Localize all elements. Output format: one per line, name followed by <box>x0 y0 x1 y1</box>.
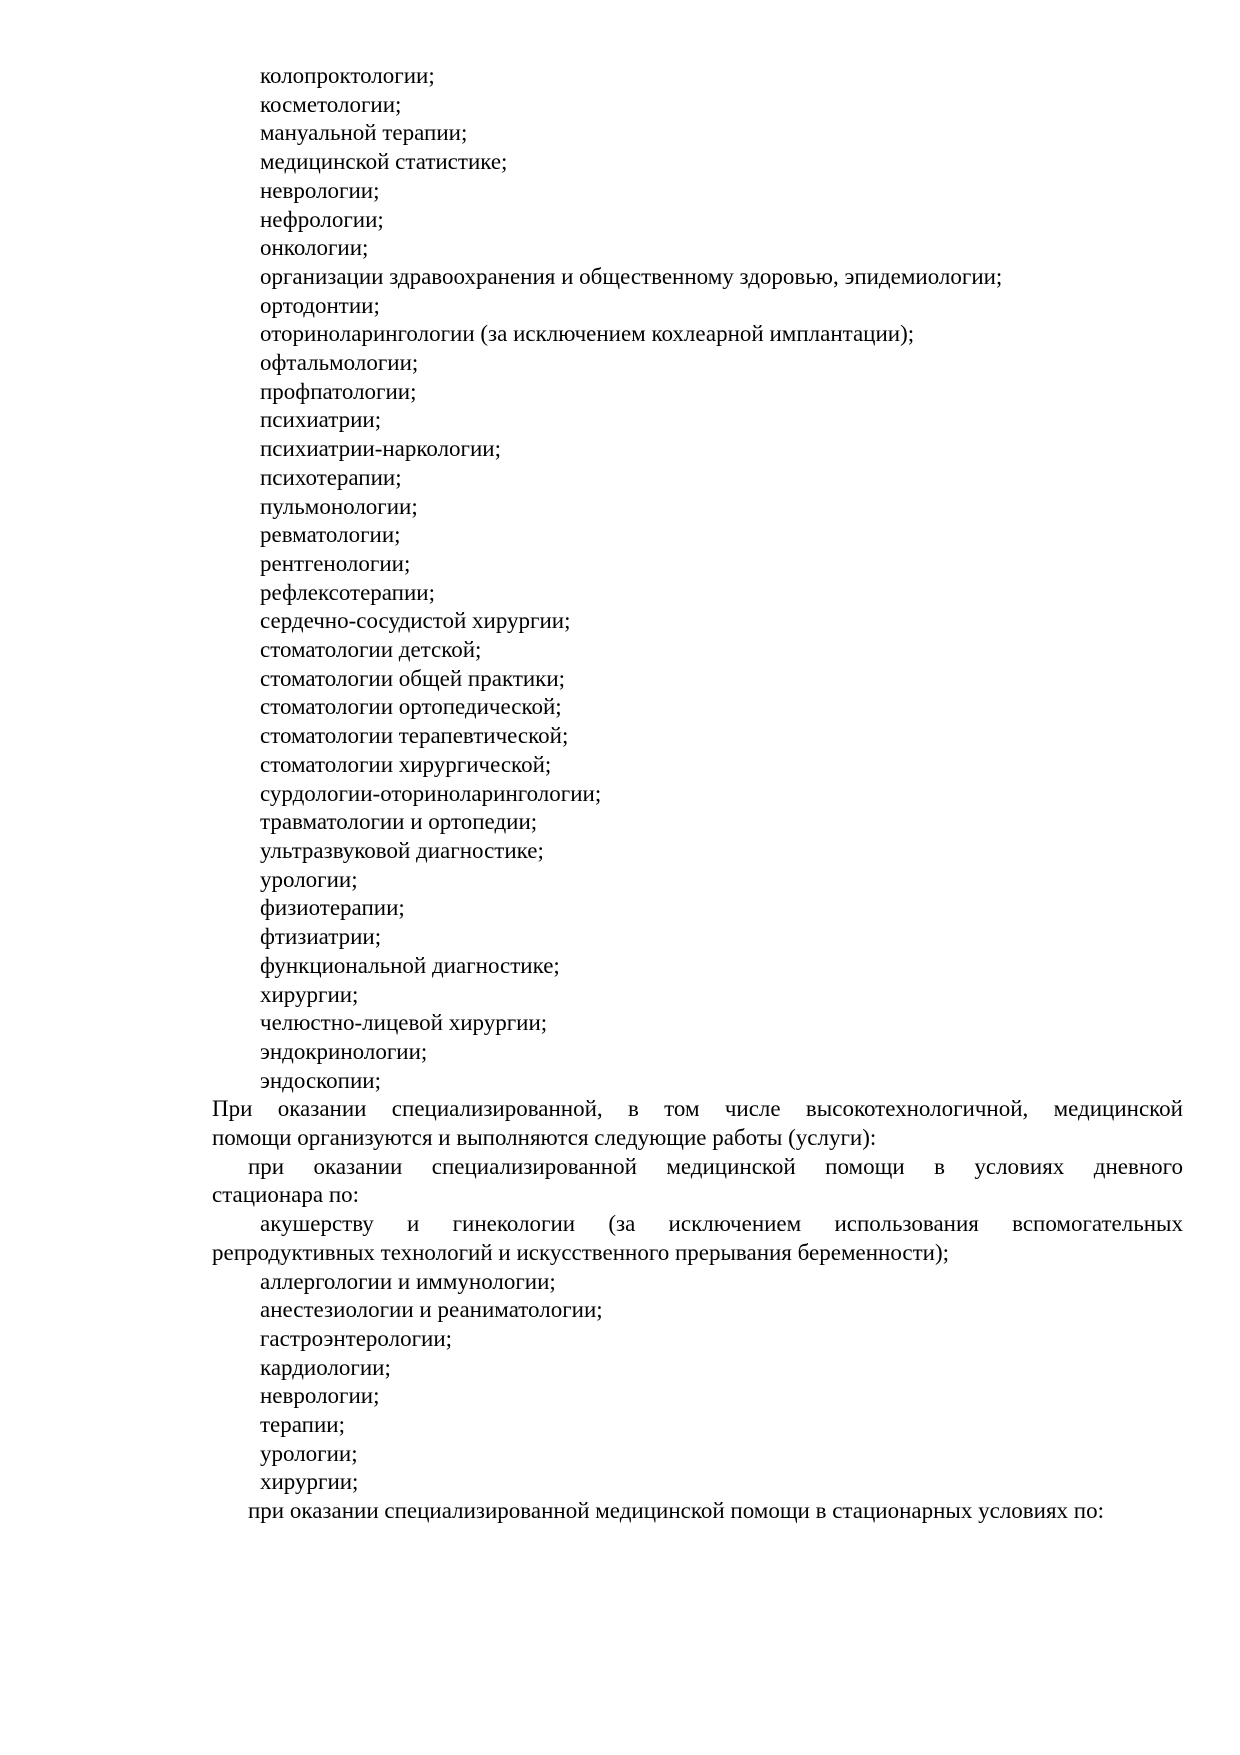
specialty-list-item: стоматологии хирургической; <box>260 751 552 777</box>
specialty-list-item: онкологии; <box>260 235 369 261</box>
specialty-list-item: нефрологии; <box>260 206 384 232</box>
specialty-list-item: урологии; <box>260 1440 358 1466</box>
specialty-list-item: колопроктологии; <box>260 63 435 88</box>
specialty-list-item: кардиологии; <box>260 1354 391 1380</box>
specialty-list-item: ревматологии; <box>260 522 401 548</box>
specialty-list-item: эндокринологии; <box>260 1038 428 1064</box>
specialty-list-item: неврологии; <box>260 1383 380 1409</box>
paragraph-line: репродуктивных технологий и искусственного прерывания беременности); <box>212 1239 950 1265</box>
specialty-list-item: ортодонтии; <box>260 292 380 318</box>
specialty-list-item: урологии; <box>260 866 358 892</box>
document-body <box>212 62 1183 1526</box>
specialty-list-item: аллергологии и иммунологии; <box>260 1268 556 1294</box>
paragraph-line: при оказании специализированной медицинской помощи в стационарных условиях по: <box>248 1498 1104 1524</box>
specialty-list-item: стоматологии детской; <box>260 637 482 663</box>
specialty-list-item: ультразвуковой диагностике; <box>260 837 544 863</box>
specialty-list-item: функциональной диагностике; <box>260 952 560 978</box>
specialty-list-item: травматологии и ортопедии; <box>260 809 538 835</box>
specialty-list-item: оториноларингологии (за исключением кохлеарной имплантации); <box>260 321 915 347</box>
specialty-list-item: стоматологии общей практики; <box>260 665 566 691</box>
paragraph-line: акушерству и гинекологии (за исключением использования вспомогательных <box>260 1211 1183 1237</box>
specialty-list-item: неврологии; <box>260 177 380 203</box>
paragraph-line: При оказании специализированной, в том числе высокотехнологичной, медицинской <box>212 1096 1183 1122</box>
specialty-list-item: психотерапии; <box>260 464 402 490</box>
specialty-list-item: фтизиатрии; <box>260 924 382 950</box>
specialty-list-item: офтальмологии; <box>260 350 419 376</box>
specialty-list-item: физиотерапии; <box>260 895 405 921</box>
specialty-list-item: пульмонологии; <box>260 493 418 519</box>
specialty-list-item: хирургии; <box>260 981 359 1007</box>
specialty-list-item: организации здравоохранения и общественному здоровью, эпидемиологии; <box>260 263 1003 289</box>
paragraph-line: стационара по: <box>212 1182 360 1208</box>
specialty-list-item: стоматологии ортопедической; <box>260 694 562 720</box>
paragraph-line: помощи организуются и выполняются следующие работы (услуги): <box>212 1125 877 1151</box>
specialty-list-item: мануальной терапии; <box>260 120 468 146</box>
paragraph-line: при оказании специализированной медицинской помощи в условиях дневного <box>248 1153 1183 1179</box>
specialty-list-item: косметологии; <box>260 91 402 117</box>
specialty-list-item: стоматологии терапевтической; <box>260 723 569 749</box>
specialty-list-item: рентгенологии; <box>260 550 411 576</box>
specialty-list-item: сердечно-сосудистой хирургии; <box>260 608 571 634</box>
specialty-list-item: эндоскопии; <box>260 1067 381 1093</box>
specialty-list-item: психиатрии; <box>260 407 382 433</box>
specialty-list-item: анестезиологии и реаниматологии; <box>260 1297 603 1323</box>
specialty-list-item: челюстно-лицевой хирургии; <box>260 1010 548 1036</box>
specialty-list-item: терапии; <box>260 1412 345 1438</box>
specialty-list-item: профпатологии; <box>260 378 417 404</box>
specialty-list-item: хирургии; <box>260 1469 359 1495</box>
specialty-list-item: медицинской статистике; <box>260 149 508 175</box>
specialty-list-item: рефлексотерапии; <box>260 579 435 605</box>
specialty-list-item: психиатрии-наркологии; <box>260 436 501 462</box>
specialty-list-item: сурдологии-оториноларингологии; <box>260 780 602 806</box>
specialty-list-item: гастроэнтерологии; <box>260 1325 453 1351</box>
